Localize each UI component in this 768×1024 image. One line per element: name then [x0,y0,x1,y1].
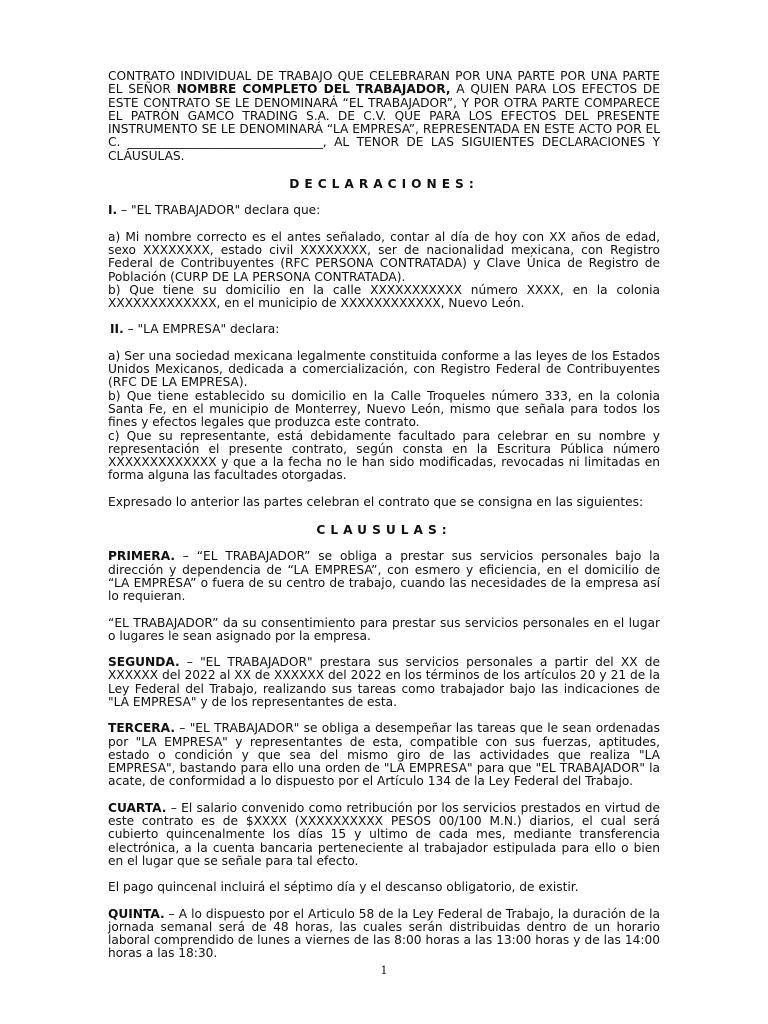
declaracion-empresa-b: b) Que tiene establecido su domicilio en la Calle Troqueles número 333, en la colonia Santa Fe, en el municipio de Monterrey, Nuevo León, mismo que señala para todos los fines y efectos legales que produzca este contrato. [108,388,660,430]
expresado-paragraph: Expresado lo anterior las partes celebran el contrato que se consigna en las siguientes: [108,494,644,509]
declaracion-trabajador-a: a) Mi nombre correcto es el antes señalado, contar al día de hoy con XX años de edad, sexo XXXXXXXX, estado civil XXXXXXXX, ser de nacionalidad mexicana, con Registro Federal de Contribuyentes (RFC PERSONA CONTRATADA) y Clave Única de Registro de Población (CURP DE LA PERSONA CONTRATADA). [108,229,660,284]
clausula-primera-extra: “EL TRABAJADOR” da su consentimiento para prestar sus servicios personales en el lugar o lugares le sean asignado por la empresa. [108,615,660,643]
clausula-segunda: SEGUNDA. – "EL TRABAJADOR" prestara sus servicios personales a partir del XX de XXXXXX del 2022 al XX de XXXXXX del 2022 en los términos de los artículos 20 y 21 de la Ley Federal del Trabajo, realizando sus tareas como trabajador bajo las indicaciones de "LA EMPRESA" y de los representantes de esta. [108,655,660,709]
declaracion-empresa-a: a) Ser una sociedad mexicana legalmente constituida conforme a las leyes de los Estados Unidos Mexicanos, dedicada a comercialización, con Registro Federal de Contribuyentes (RFC DE LA EMPRESA). [108,348,660,390]
clausula-tercera: TERCERA. – "EL TRABAJADOR" se obliga a desempeñar las tareas que le sean ordenadas por "LA EMPRESA" y representantes de esta, compatible con sus fuerzas, aptitudes, estado o condición y que sea del mismo giro de las actividades que realiza "LA EMPRESA", bastando para ello una orden de "LA EMPRESA" para que "EL TRABAJADOR" la acate, de conformidad a lo dispuesto por el Artículo 134 de la Ley Federal del Trabajo. [108,721,660,789]
clausula-cuarta: CUARTA. – El salario convenido como retribución por los servicios prestados en virtud de este contrato es de $XXXX (XXXXXXXXXX PESOS 00/100 M.N.) diarios, el cual será cubierto quincenalmente los días 15 y ultimo de cada mes, mediante transferencia electrónica, a la cuenta bancaria perteneciente al trabajador estipulada para ello o bien en el lugar que se señale para tal efecto. [108,800,660,868]
declaraciones-heading: DECLARACIONES: [289,177,479,192]
declaracion-empresa-c: c) Que su representante, está debidamente facultado para celebrar en su nombre y representación el presente contrato, según consta en la Escritura Pública número XXXXXXXXXXXXX y que a la fecha no le han sido modificadas, revocadas ni limitadas en forma alguna las facultades otorgadas. [108,428,660,483]
clausula-primera: PRIMERA. – “EL TRABAJADOR” se obliga a prestar sus servicios personales bajo la dirección y dependencia de “LA EMPRESA”, con esmero y eficiencia, en el domicilio de “LA EMPRESA” o fuera de su centro de trabajo, cuando las necesidades de la empresa así lo requieran. [108,549,660,604]
clausula-cuarta-extra: El pago quincenal incluirá el séptimo día y el descanso obligatorio, de existir. [108,880,579,895]
page-number: 1 [380,964,388,977]
declaracion-trabajador-title: I. – "EL TRABAJADOR" declara que: [108,203,321,218]
worker-name-placeholder: NOMBRE COMPLETO DEL TRABAJADOR, [176,82,451,97]
declaracion-trabajador-b: b) Que tiene su domicilio en la calle XXXXXXXXXXX número XXXX, en la colonia XXXXXXXXXXXXX, en el municipio de XXXXXXXXXXXX, Nuevo León. [108,282,660,311]
declaracion-empresa-title: II. – "LA EMPRESA" declara: [110,322,280,337]
clausula-quinta: QUINTA. – A lo dispuesto por el Articulo 58 de la Ley Federal de Trabajo, la duración de la jornada semanal será de 48 horas, las cuales serán distribuidas dentro de un horario laboral comprendido de lunes a viernes de las 8:00 horas a las 13:00 horas y de las 14:00 horas a las 18:30. [108,906,660,961]
intro-paragraph: CONTRATO INDIVIDUAL DE TRABAJO QUE CELEBRARAN POR UNA PARTE POR UNA PARTE EL SEÑOR NOMBRE COMPLETO DEL TRABAJADOR, A QUIEN PARA LOS EFECTOS DE ESTE CONTRATO SE LE DENOMINARÁ “EL TRABAJADOR”, Y POR OTRA PARTE COMPARECE EL PATRÓN GAMCO TRADING S.A. DE C.V. QUE PARA LOS EFECTOS DEL PRESENTE INSTRUMENTO SE LE DENOMINARÁ “LA EMPRESA”, REPRESENTADA EN ESTE ACTO POR EL C. ________________________________, AL TENOR DE LAS SIGUIENTES DECLARACIONES Y CLÁUSULAS. [108,69,660,163]
clausulas-heading: CLAUSULAS: [316,523,452,538]
